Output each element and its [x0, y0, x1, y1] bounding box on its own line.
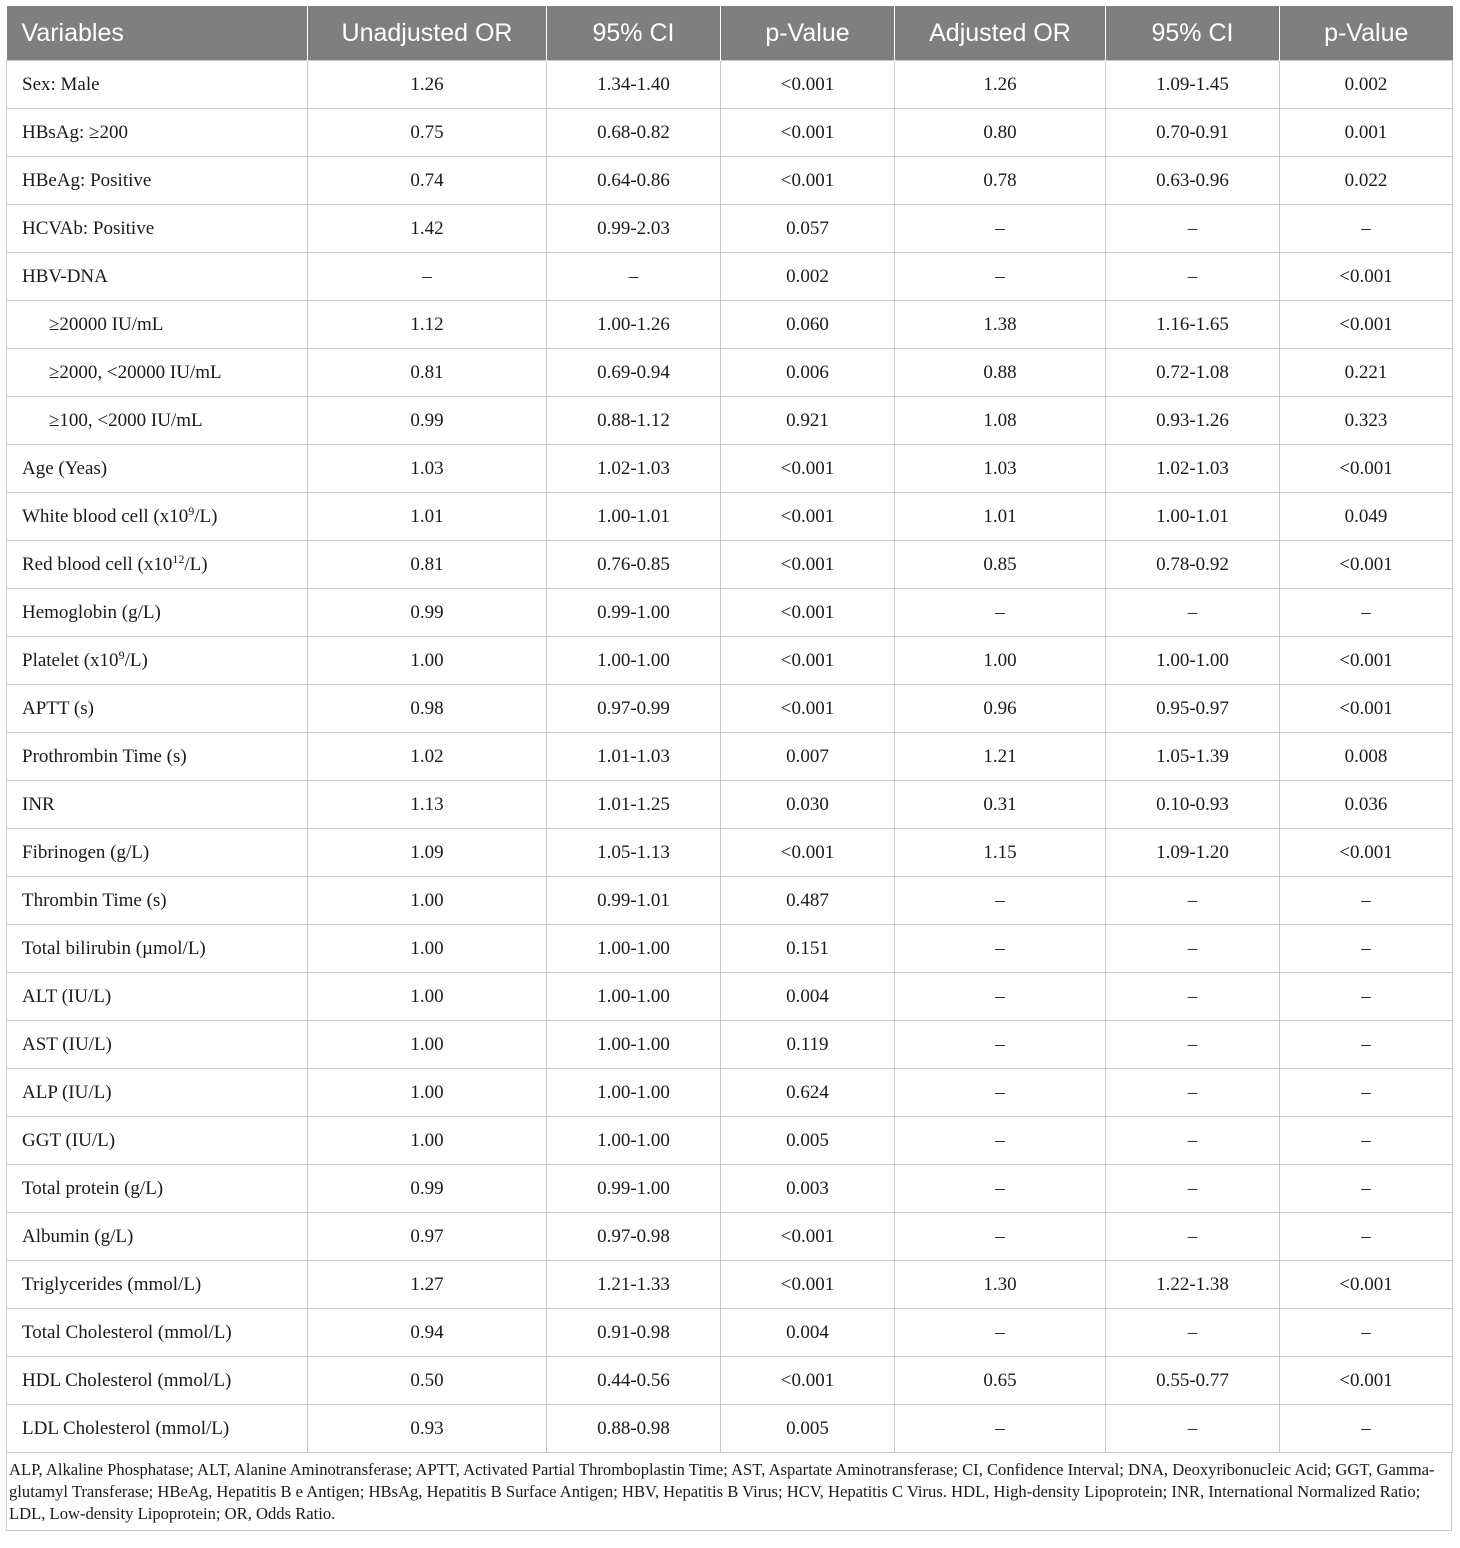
cell-adj-or: –: [895, 1309, 1106, 1357]
cell-unadj-p: 0.487: [721, 877, 895, 925]
cell-unadj-ci: 1.01-1.25: [547, 781, 721, 829]
table-row: [7, 541, 1453, 589]
cell-variable: LDL Cholesterol (mmol/L): [7, 1405, 308, 1453]
cell-variable: ≥100, <2000 IU/mL: [7, 397, 308, 445]
cell-adj-or: 1.03: [895, 445, 1106, 493]
cell-variable: ALT (IU/L): [7, 973, 308, 1021]
cell-unadj-or: –: [308, 253, 547, 301]
cell-unadj-ci: 1.05-1.13: [547, 829, 721, 877]
cell-unadj-or: 1.00: [308, 1069, 547, 1117]
cell-variable: Hemoglobin (g/L): [7, 589, 308, 637]
cell-variable: [7, 541, 308, 589]
cell-adj-p: <0.001: [1280, 637, 1453, 685]
cell-unadj-or: 1.13: [308, 781, 547, 829]
cell-adj-p: <0.001: [1280, 541, 1453, 589]
table-header-row: [7, 6, 1453, 61]
cell-adj-ci: 1.02-1.03: [1106, 445, 1280, 493]
cell-adj-ci: 0.78-0.92: [1106, 541, 1280, 589]
cell-adj-ci: 1.05-1.39: [1106, 733, 1280, 781]
cell-adj-or: 1.00: [895, 637, 1106, 685]
cell-unadj-p: 0.004: [721, 1309, 895, 1357]
cell-adj-or: 1.08: [895, 397, 1106, 445]
variable-exponent: 9: [118, 647, 125, 662]
cell-unadj-p: 0.006: [721, 349, 895, 397]
cell-unadj-or: 0.81: [308, 349, 547, 397]
cell-unadj-or: 1.00: [308, 637, 547, 685]
cell-adj-or: 0.96: [895, 685, 1106, 733]
cell-adj-ci: 1.09-1.45: [1106, 61, 1280, 109]
table-row: [7, 1069, 1453, 1117]
cell-unadj-ci: 1.00-1.00: [547, 1021, 721, 1069]
cell-unadj-p: <0.001: [721, 1213, 895, 1261]
variable-exponent: 9: [188, 503, 195, 518]
table-footnote: ALP, Alkaline Phosphatase; ALT, Alanine Aminotransferase; APTT, Activated Partial Thromboplastin Time; AST, Aspartate Aminotransferase; CI, Confidence Interval; DNA, Deoxyribonucleic Acid; GGT, Gamma-glutamyl Transferase; HBeAg, Hepatitis B e Antigen; HBsAg, Hepatitis B Surface Antigen; HBV, Hepatitis B Virus; HCV, Hepatitis C Virus. HDL, High-density Lipoprotein; INR, International Normalized Ratio; LDL, Low-density Lipoprotein; OR, Odds Ratio.: [6, 1453, 1452, 1531]
cell-unadj-or: 1.03: [308, 445, 547, 493]
cell-variable: HBV-DNA: [7, 253, 308, 301]
cell-unadj-p: 0.002: [721, 253, 895, 301]
cell-adj-p: –: [1280, 1213, 1453, 1261]
cell-unadj-ci: 1.21-1.33: [547, 1261, 721, 1309]
cell-unadj-p: <0.001: [721, 829, 895, 877]
table-row: [7, 61, 1453, 109]
variable-unit: /L): [194, 505, 218, 527]
cell-unadj-ci: 0.97-0.99: [547, 685, 721, 733]
cell-adj-p: <0.001: [1280, 1261, 1453, 1309]
cell-adj-or: 1.01: [895, 493, 1106, 541]
cell-variable: Triglycerides (mmol/L): [7, 1261, 308, 1309]
variable-exponent: 12: [172, 551, 185, 566]
header-unadjusted-ci: 95% CI: [547, 6, 721, 61]
cell-adj-or: –: [895, 925, 1106, 973]
cell-adj-p: 0.008: [1280, 733, 1453, 781]
cell-unadj-ci: 0.88-0.98: [547, 1405, 721, 1453]
cell-adj-ci: –: [1106, 1213, 1280, 1261]
cell-adj-ci: –: [1106, 1165, 1280, 1213]
cell-adj-ci: 1.09-1.20: [1106, 829, 1280, 877]
cell-adj-or: 1.26: [895, 61, 1106, 109]
cell-adj-or: –: [895, 1213, 1106, 1261]
table-row: [7, 877, 1453, 925]
cell-unadj-or: 0.93: [308, 1405, 547, 1453]
cell-adj-or: 1.21: [895, 733, 1106, 781]
table-row: [7, 397, 1453, 445]
variable-unit: /L): [124, 649, 148, 671]
cell-adj-p: 0.002: [1280, 61, 1453, 109]
cell-variable: APTT (s): [7, 685, 308, 733]
table-row: [7, 973, 1453, 1021]
cell-unadj-ci: 1.00-1.00: [547, 925, 721, 973]
cell-unadj-p: 0.921: [721, 397, 895, 445]
cell-unadj-or: 0.98: [308, 685, 547, 733]
cell-adj-ci: –: [1106, 589, 1280, 637]
cell-adj-ci: –: [1106, 205, 1280, 253]
cell-unadj-or: 1.00: [308, 1117, 547, 1165]
cell-adj-or: –: [895, 1165, 1106, 1213]
cell-variable: [7, 637, 308, 685]
cell-adj-or: –: [895, 1405, 1106, 1453]
cell-unadj-ci: –: [547, 253, 721, 301]
cell-unadj-p: 0.007: [721, 733, 895, 781]
cell-adj-ci: 1.00-1.01: [1106, 493, 1280, 541]
cell-unadj-or: 0.97: [308, 1213, 547, 1261]
cell-adj-or: 0.85: [895, 541, 1106, 589]
cell-variable: Total protein (g/L): [7, 1165, 308, 1213]
cell-variable: GGT (IU/L): [7, 1117, 308, 1165]
cell-adj-ci: 1.16-1.65: [1106, 301, 1280, 349]
cell-unadj-p: <0.001: [721, 637, 895, 685]
table-row: [7, 157, 1453, 205]
cell-adj-p: –: [1280, 1165, 1453, 1213]
table-row: [7, 205, 1453, 253]
cell-variable: ALP (IU/L): [7, 1069, 308, 1117]
cell-unadj-or: 1.26: [308, 61, 547, 109]
header-adjusted-or: Adjusted OR: [895, 6, 1106, 61]
cell-adj-or: 1.30: [895, 1261, 1106, 1309]
cell-adj-or: 0.31: [895, 781, 1106, 829]
cell-adj-or: –: [895, 1021, 1106, 1069]
table-row: [7, 1213, 1453, 1261]
cell-unadj-or: 0.99: [308, 397, 547, 445]
cell-adj-ci: 0.72-1.08: [1106, 349, 1280, 397]
table-body: [7, 61, 1453, 1453]
cell-unadj-or: 0.74: [308, 157, 547, 205]
table-row: [7, 493, 1453, 541]
cell-unadj-ci: 0.91-0.98: [547, 1309, 721, 1357]
cell-unadj-or: 1.01: [308, 493, 547, 541]
cell-unadj-ci: 1.00-1.00: [547, 1117, 721, 1165]
cell-adj-p: <0.001: [1280, 685, 1453, 733]
header-unadjusted-or: Unadjusted OR: [308, 6, 547, 61]
cell-adj-or: 1.38: [895, 301, 1106, 349]
cell-variable: Age (Yeas): [7, 445, 308, 493]
cell-unadj-or: 0.99: [308, 589, 547, 637]
table-row: [7, 637, 1453, 685]
cell-adj-ci: 0.63-0.96: [1106, 157, 1280, 205]
cell-variable: HCVAb: Positive: [7, 205, 308, 253]
cell-adj-ci: 0.93-1.26: [1106, 397, 1280, 445]
cell-adj-ci: –: [1106, 925, 1280, 973]
cell-variable: ≥20000 IU/mL: [7, 301, 308, 349]
cell-adj-ci: –: [1106, 1021, 1280, 1069]
odds-ratio-table: [6, 6, 1453, 1453]
cell-adj-p: –: [1280, 925, 1453, 973]
cell-adj-or: –: [895, 253, 1106, 301]
cell-unadj-ci: 0.97-0.98: [547, 1213, 721, 1261]
cell-unadj-or: 1.42: [308, 205, 547, 253]
cell-unadj-p: <0.001: [721, 1357, 895, 1405]
cell-adj-ci: 0.70-0.91: [1106, 109, 1280, 157]
cell-variable: Thrombin Time (s): [7, 877, 308, 925]
table-row: [7, 1357, 1453, 1405]
cell-adj-or: 1.15: [895, 829, 1106, 877]
cell-unadj-ci: 0.64-0.86: [547, 157, 721, 205]
cell-unadj-ci: 0.69-0.94: [547, 349, 721, 397]
cell-unadj-p: <0.001: [721, 157, 895, 205]
cell-unadj-or: 1.12: [308, 301, 547, 349]
cell-unadj-p: 0.060: [721, 301, 895, 349]
cell-adj-or: 0.88: [895, 349, 1106, 397]
cell-adj-ci: 0.55-0.77: [1106, 1357, 1280, 1405]
cell-unadj-ci: 0.99-2.03: [547, 205, 721, 253]
cell-unadj-ci: 1.02-1.03: [547, 445, 721, 493]
cell-unadj-p: <0.001: [721, 541, 895, 589]
cell-adj-or: 0.65: [895, 1357, 1106, 1405]
cell-adj-p: <0.001: [1280, 253, 1453, 301]
cell-adj-p: –: [1280, 1069, 1453, 1117]
cell-adj-ci: –: [1106, 973, 1280, 1021]
cell-adj-ci: 1.00-1.00: [1106, 637, 1280, 685]
cell-adj-p: 0.049: [1280, 493, 1453, 541]
cell-adj-or: 0.80: [895, 109, 1106, 157]
cell-unadj-or: 0.99: [308, 1165, 547, 1213]
cell-adj-p: <0.001: [1280, 1357, 1453, 1405]
table-row: [7, 829, 1453, 877]
cell-unadj-p: 0.004: [721, 973, 895, 1021]
cell-unadj-p: <0.001: [721, 109, 895, 157]
cell-unadj-ci: 0.99-1.00: [547, 589, 721, 637]
cell-adj-or: –: [895, 589, 1106, 637]
cell-unadj-ci: 1.34-1.40: [547, 61, 721, 109]
cell-variable: Total bilirubin (µmol/L): [7, 925, 308, 973]
cell-variable: [7, 493, 308, 541]
cell-unadj-p: 0.005: [721, 1117, 895, 1165]
cell-unadj-p: <0.001: [721, 1261, 895, 1309]
cell-adj-p: –: [1280, 205, 1453, 253]
table-row: [7, 1165, 1453, 1213]
cell-unadj-ci: 1.00-1.01: [547, 493, 721, 541]
cell-unadj-ci: 1.00-1.00: [547, 973, 721, 1021]
cell-unadj-ci: 0.99-1.01: [547, 877, 721, 925]
cell-adj-p: –: [1280, 1405, 1453, 1453]
table-row: [7, 301, 1453, 349]
cell-variable: Fibrinogen (g/L): [7, 829, 308, 877]
cell-adj-or: –: [895, 973, 1106, 1021]
cell-adj-or: –: [895, 205, 1106, 253]
cell-unadj-p: <0.001: [721, 685, 895, 733]
cell-unadj-or: 1.02: [308, 733, 547, 781]
cell-adj-ci: –: [1106, 1309, 1280, 1357]
cell-adj-ci: –: [1106, 1117, 1280, 1165]
cell-adj-ci: 0.95-0.97: [1106, 685, 1280, 733]
cell-adj-or: –: [895, 877, 1106, 925]
cell-variable: Prothrombin Time (s): [7, 733, 308, 781]
document: [6, 6, 1452, 1531]
table-row: [7, 589, 1453, 637]
table-row: [7, 1405, 1453, 1453]
cell-adj-p: 0.001: [1280, 109, 1453, 157]
cell-unadj-ci: 0.99-1.00: [547, 1165, 721, 1213]
cell-adj-or: –: [895, 1069, 1106, 1117]
header-adjusted-ci: 95% CI: [1106, 6, 1280, 61]
cell-adj-ci: 0.10-0.93: [1106, 781, 1280, 829]
cell-unadj-ci: 1.00-1.00: [547, 1069, 721, 1117]
cell-unadj-p: 0.119: [721, 1021, 895, 1069]
cell-unadj-ci: 0.44-0.56: [547, 1357, 721, 1405]
variable-unit: /L): [184, 553, 208, 575]
header-variables: Variables: [7, 6, 308, 61]
cell-unadj-p: 0.057: [721, 205, 895, 253]
table-row: [7, 349, 1453, 397]
cell-unadj-p: <0.001: [721, 493, 895, 541]
table-row: [7, 1021, 1453, 1069]
cell-unadj-p: 0.003: [721, 1165, 895, 1213]
cell-adj-ci: –: [1106, 253, 1280, 301]
cell-adj-p: <0.001: [1280, 829, 1453, 877]
header-adjusted-p: p-Value: [1280, 6, 1453, 61]
header-unadjusted-p: p-Value: [721, 6, 895, 61]
cell-unadj-p: <0.001: [721, 61, 895, 109]
cell-unadj-or: 0.94: [308, 1309, 547, 1357]
cell-unadj-p: <0.001: [721, 589, 895, 637]
cell-variable: HDL Cholesterol (mmol/L): [7, 1357, 308, 1405]
cell-variable: ≥2000, <20000 IU/mL: [7, 349, 308, 397]
cell-adj-p: 0.036: [1280, 781, 1453, 829]
variable-label: White blood cell (x10: [22, 505, 189, 527]
cell-adj-ci: 1.22-1.38: [1106, 1261, 1280, 1309]
cell-unadj-p: 0.005: [721, 1405, 895, 1453]
cell-unadj-or: 1.27: [308, 1261, 547, 1309]
cell-adj-or: 0.78: [895, 157, 1106, 205]
cell-unadj-or: 1.00: [308, 925, 547, 973]
cell-adj-p: –: [1280, 1117, 1453, 1165]
variable-label: Platelet (x10: [22, 649, 119, 671]
variable-label: Red blood cell (x10: [22, 553, 173, 575]
cell-unadj-or: 0.75: [308, 109, 547, 157]
cell-unadj-ci: 1.00-1.26: [547, 301, 721, 349]
cell-unadj-p: <0.001: [721, 445, 895, 493]
cell-adj-p: 0.323: [1280, 397, 1453, 445]
table-row: [7, 1261, 1453, 1309]
cell-adj-p: –: [1280, 589, 1453, 637]
table-row: [7, 1309, 1453, 1357]
cell-adj-p: <0.001: [1280, 445, 1453, 493]
table-row: [7, 109, 1453, 157]
cell-adj-p: –: [1280, 877, 1453, 925]
cell-unadj-or: 1.09: [308, 829, 547, 877]
cell-variable: Albumin (g/L): [7, 1213, 308, 1261]
cell-unadj-or: 1.00: [308, 877, 547, 925]
cell-unadj-ci: 0.68-0.82: [547, 109, 721, 157]
cell-adj-p: –: [1280, 1309, 1453, 1357]
cell-unadj-p: 0.030: [721, 781, 895, 829]
table-row: [7, 253, 1453, 301]
cell-unadj-ci: 1.00-1.00: [547, 637, 721, 685]
cell-variable: HBsAg: ≥200: [7, 109, 308, 157]
table-row: [7, 685, 1453, 733]
cell-unadj-p: 0.624: [721, 1069, 895, 1117]
table-row: [7, 781, 1453, 829]
cell-unadj-or: 0.81: [308, 541, 547, 589]
cell-variable: Sex: Male: [7, 61, 308, 109]
cell-adj-ci: –: [1106, 877, 1280, 925]
cell-variable: Total Cholesterol (mmol/L): [7, 1309, 308, 1357]
table-row: [7, 733, 1453, 781]
cell-unadj-ci: 0.76-0.85: [547, 541, 721, 589]
table-row: [7, 925, 1453, 973]
cell-adj-or: –: [895, 1117, 1106, 1165]
cell-unadj-ci: 1.01-1.03: [547, 733, 721, 781]
cell-adj-p: –: [1280, 1021, 1453, 1069]
cell-adj-ci: –: [1106, 1405, 1280, 1453]
cell-adj-p: 0.221: [1280, 349, 1453, 397]
cell-adj-p: –: [1280, 973, 1453, 1021]
cell-unadj-or: 0.50: [308, 1357, 547, 1405]
cell-variable: HBeAg: Positive: [7, 157, 308, 205]
cell-variable: INR: [7, 781, 308, 829]
cell-adj-p: 0.022: [1280, 157, 1453, 205]
cell-unadj-or: 1.00: [308, 973, 547, 1021]
cell-adj-ci: –: [1106, 1069, 1280, 1117]
cell-unadj-or: 1.00: [308, 1021, 547, 1069]
table-row: [7, 1117, 1453, 1165]
cell-unadj-p: 0.151: [721, 925, 895, 973]
cell-variable: AST (IU/L): [7, 1021, 308, 1069]
cell-unadj-ci: 0.88-1.12: [547, 397, 721, 445]
cell-adj-p: <0.001: [1280, 301, 1453, 349]
table-row: [7, 445, 1453, 493]
